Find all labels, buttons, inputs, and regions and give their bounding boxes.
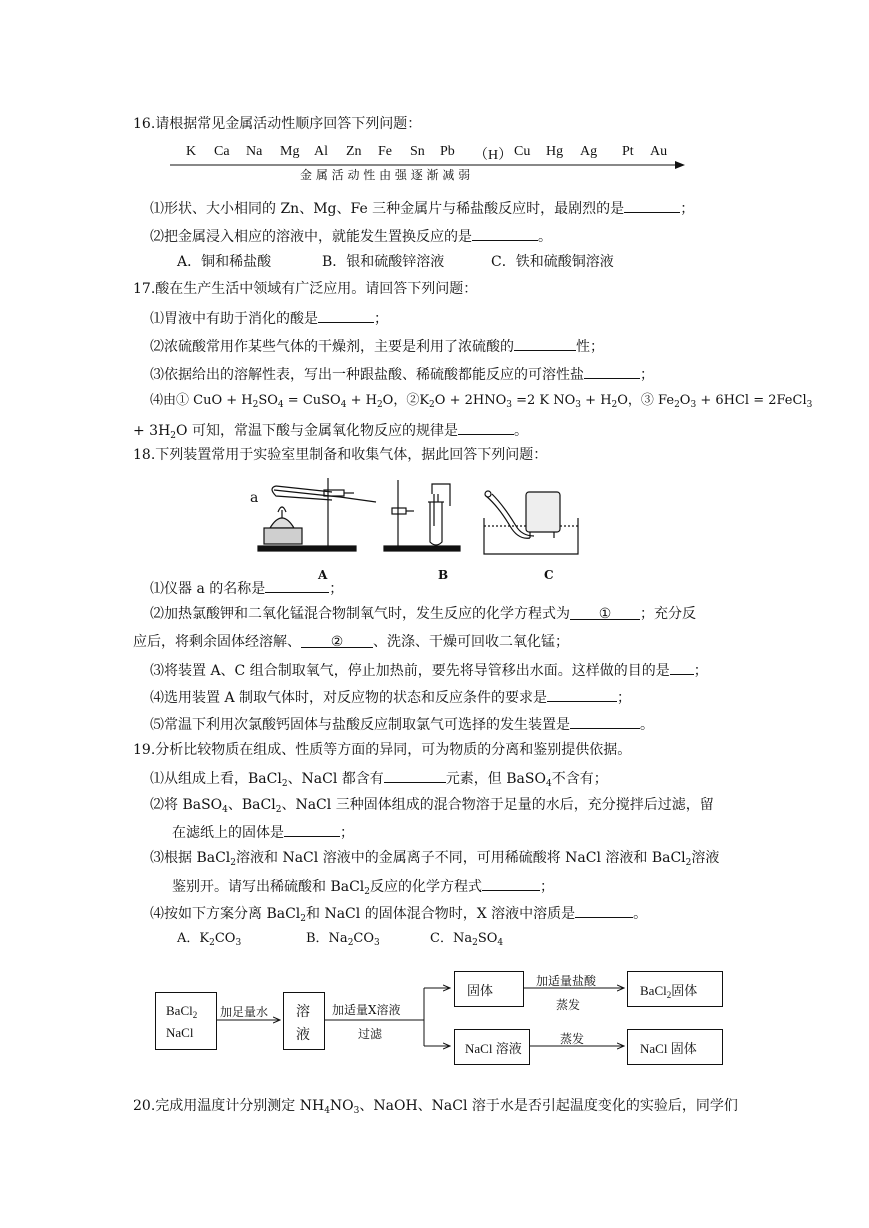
apparatus-label-a: A: [318, 568, 328, 582]
q18-part5: ⑸常温下利用次氯酸钙固体与盐酸反应制取氯气可选择的发生装置是 。: [150, 714, 654, 734]
q16-option-c: C．铁和硫酸铜溶液: [491, 254, 614, 270]
q16-part1: ⑴形状、大小相同的 Zn、Mg、Fe 三种金属片与稀盐酸反应时，最剧烈的是 ；: [150, 198, 694, 218]
metal-symbol: Fe: [378, 144, 392, 159]
apparatus-label-b: B: [438, 568, 449, 582]
q17-stem: 17.酸在生产生活中领域有广泛应用。请回答下列问题：: [133, 281, 478, 297]
q17-part2: ⑵浓硫酸常用作某些气体的干燥剂，主要是利用了浓硫酸的 性；: [150, 336, 604, 356]
flow-box-solution: 溶 液: [283, 992, 325, 1050]
metal-symbol: Sn: [410, 144, 425, 159]
metal-symbol: Mg: [280, 144, 300, 159]
flow-step-add-hcl: 加适量盐酸: [536, 974, 597, 988]
flow-step-add-x: 加适量X溶液: [332, 1003, 401, 1017]
q19-part1: ⑴从组成上看，BaCl$_2$、NaCl 都含有 元素，但 BaSO$_4$不含有；: [150, 768, 608, 793]
metal-symbol: Na: [246, 144, 263, 159]
metal-symbol: Pt: [622, 144, 634, 159]
q17-part4-line2: + $3H_2O$ 可知，常温下酸与金属氧化物反应的规律是 。: [133, 420, 528, 445]
instrument-label-a: a: [250, 490, 259, 506]
q19-part3-line2: 鉴别开。请写出稀硫酸和 BaCl$_2$反应的化学方程式 ；: [172, 876, 554, 901]
metal-symbol: Al: [314, 144, 328, 159]
q16-option-a: A．铜和稀盐酸: [177, 254, 272, 270]
q19-stem: 19.分析比较物质在组成、性质等方面的异同，可为物质的分离和鉴别提供依据。: [133, 742, 632, 758]
flow-box-nacl-solid: NaCl 固体: [627, 1029, 723, 1065]
flow-step-evaporate-2: 蒸发: [560, 1032, 585, 1046]
q18-part2-line1: ⑵加热氯酸钾和二氧化锰混合物制氧气时，发生反应的化学方程式为 ① ；充分反: [150, 606, 696, 622]
metal-symbol: Pb: [440, 144, 455, 159]
q19-option-a: A．$K_2CO_3$: [177, 931, 242, 948]
metal-symbol: （H）: [474, 148, 513, 163]
flow-step-evaporate-1: 蒸发: [556, 998, 581, 1012]
flow-box-solid: 固体: [454, 971, 524, 1007]
q19-part3-line1: ⑶根据 BaCl$_2$溶液和 NaCl 溶液中的金属离子不同，可用稀硫酸将 NaCl 溶液和 BaCl$_2$溶液: [150, 850, 720, 868]
metal-symbol: Au: [650, 144, 668, 159]
q18-part2-line2: 应后，将剩余固体经溶解、 ② 、洗涤、干燥可回收二氧化锰；: [133, 634, 569, 650]
q18-part3: ⑶将装置 A、C 组合制取氧气，停止加热前，要先将导管移出水面。这样做的目的是 ；: [150, 660, 708, 680]
flow-box-nacl-solution: NaCl 溶液: [454, 1029, 530, 1065]
q16-option-b: B．银和硫酸锌溶液: [322, 254, 445, 270]
q20-stem: 20.完成用温度计分别测定 $NH_4NO_3$、NaOH、NaCl 溶于水是否引起温度变化的实验后，同学们: [133, 1098, 738, 1116]
flow-box-bacl2-solid: BaCl$_2$固体: [627, 971, 723, 1007]
q19-part4: ⑷按如下方案分离 BaCl$_2$和 NaCl 的固体混合物时，X 溶液中溶质是 。: [150, 903, 647, 928]
q17-part1: ⑴胃液中有助于消化的酸是 ；: [150, 308, 388, 328]
q16-part2: ⑵把金属浸入相应的溶液中，就能发生置换反应的是 。: [150, 226, 552, 246]
flow-step-add-water: 加足量水: [220, 1005, 269, 1019]
q18-part4: ⑷选用装置 A 制取气体时，对反应物的状态和反应条件的要求是 ；: [150, 687, 631, 707]
answer-blank-1[interactable]: ①: [570, 605, 640, 620]
q17-part3: ⑶依据给出的溶解性表，写出一种跟盐酸、稀硫酸都能反应的可溶性盐 ；: [150, 364, 654, 384]
q17-part4-line1: ⑷由① CuO + $H_2SO_4$ = CuSO$_4$ + $H_2O$，$②K_2O + 2HNO_3 =2$ K $NO_3 + H_2O$，③ $Fe_2O_3 + 6HCl$ = 2FeCl$_3$: [150, 393, 813, 410]
arrow-caption: 金 属 活 动 性 由 强 逐 渐 减 弱: [300, 168, 471, 182]
metal-symbol: Cu: [514, 144, 531, 159]
q18-stem: 18.下列装置常用于实验室里制备和收集气体，据此回答下列问题：: [133, 447, 548, 463]
metal-symbol: Hg: [546, 144, 564, 159]
metal-symbol: Zn: [346, 144, 362, 159]
q18-part1: ⑴仪器 a 的名称是 ；: [150, 578, 343, 598]
metal-symbol: Ca: [214, 144, 230, 159]
q19-part2-line1: ⑵将 BaSO$_4$、BaCl$_2$、NaCl 三种固体组成的混合物溶于足量的水后，充分搅拌后过滤，留: [150, 797, 714, 815]
flow-box-mixture: BaCl$_2$ NaCl: [155, 992, 217, 1050]
q19-option-b: B．$Na_2CO_3$: [306, 931, 380, 948]
q19-option-c: C．$Na_2SO_4$: [430, 931, 504, 948]
answer-blank-2[interactable]: ②: [301, 633, 373, 648]
q19-part2-line2: 在滤纸上的固体是 ；: [172, 822, 354, 842]
metal-symbol: K: [186, 144, 197, 159]
metal-symbol: Ag: [580, 144, 598, 159]
flow-step-filter: 过滤: [358, 1027, 383, 1041]
apparatus-label-c: C: [544, 568, 554, 582]
q16-stem: 16.请根据常见金属活动性顺序回答下列问题：: [133, 116, 422, 132]
